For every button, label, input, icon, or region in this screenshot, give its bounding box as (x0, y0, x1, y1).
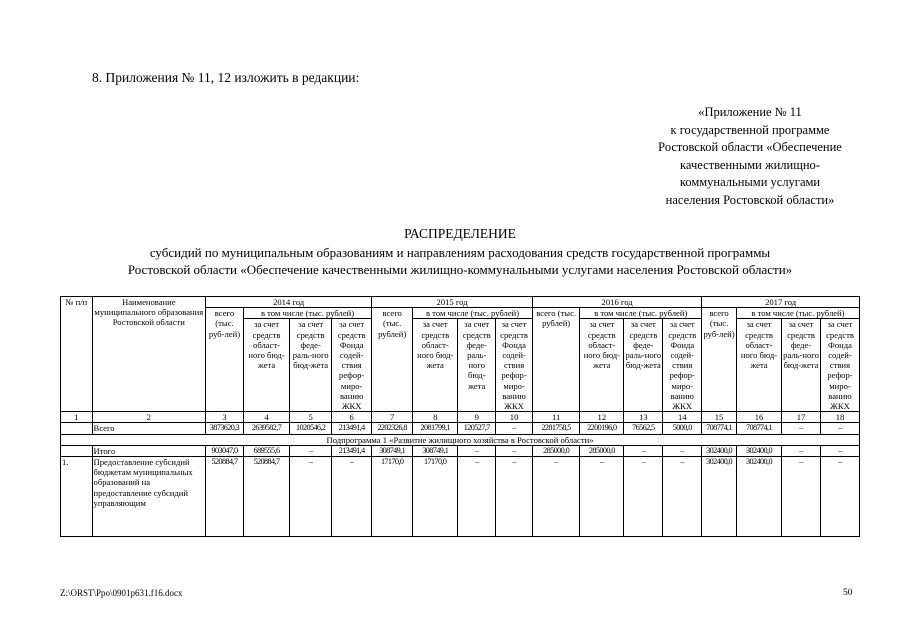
value-cell: 285000,0 (580, 445, 624, 456)
item-row (61, 457, 860, 537)
regional-budget-header: за счет средств област-ного бюд-жета (580, 319, 624, 412)
value-cell: – (624, 445, 663, 456)
column-number: 5 (290, 412, 332, 423)
value-cell: – (782, 423, 821, 434)
value-cell: – (290, 445, 332, 456)
header-row-years (61, 297, 860, 308)
column-number: 4 (243, 412, 289, 423)
column-number: 2 (92, 412, 206, 423)
column-number: 1 (61, 412, 93, 423)
value-cell: 213491,4 (332, 445, 372, 456)
page-number: 50 (843, 588, 853, 598)
value-cell: 520884,7 (206, 457, 244, 537)
total-row (61, 423, 860, 434)
col-no-header: № п/п (61, 297, 93, 412)
fund-header: за счет средств Фонда содей-ствия рефор-миро-ванию ЖКХ (332, 319, 372, 412)
value-cell: 520884,7 (243, 457, 289, 537)
column-number: 13 (624, 412, 663, 423)
value-cell: 302400,0 (736, 457, 781, 537)
column-number: 15 (702, 412, 737, 423)
fund-header: за счет средств Фонда содей-ствия рефор-миро-ванию ЖКХ (820, 319, 859, 412)
value-cell: 2281758,5 (532, 423, 579, 434)
column-number: 6 (332, 412, 372, 423)
value-cell: 213491,4 (332, 423, 372, 434)
intro-text: 8. Приложения № 11, 12 изложить в редакции: (92, 70, 360, 85)
column-numbers-row (61, 412, 860, 423)
value-cell: 903047,0 (206, 445, 244, 456)
fund-header: за счет средств Фонда содей-ствия рефор-миро-ванию ЖКХ (496, 319, 533, 412)
row-number: 1. (61, 457, 93, 537)
appendix-line: «Приложение № 11 (698, 105, 802, 119)
regional-budget-header: за счет средств област-ного бюд-жета (736, 319, 781, 412)
value-cell: – (782, 445, 821, 456)
incl-header: в том числе (тыс. рублей) (580, 308, 702, 319)
row-label: Всего (92, 423, 206, 434)
value-cell: 120527,7 (458, 423, 496, 434)
value-cell: – (663, 457, 702, 537)
value-cell: 308749,1 (372, 445, 413, 456)
total-header: всего (тыс. руб-лей) (206, 308, 244, 412)
value-cell: 5000,0 (663, 423, 702, 434)
row-label: Предоставление субсидий бюджетам муниципальных образований на предоставление субсидий управляющим (92, 457, 206, 537)
value-cell: 708774,1 (702, 423, 737, 434)
document-subtitle: субсидий по муниципальным образованиям и направлениям расходования средств государственной программы (149, 245, 771, 260)
value-cell: 2200196,0 (580, 423, 624, 434)
subprogram-title: Подпрограмма 1 «Развитие жилищного хозяйства в Ростовской области» (61, 434, 860, 445)
row-number (61, 423, 93, 434)
row-number (61, 445, 93, 456)
value-cell: 2639582,7 (243, 423, 289, 434)
column-number: 3 (206, 412, 244, 423)
value-cell: – (458, 457, 496, 537)
year-header: 2016 год (532, 297, 701, 308)
value-cell: 302400,0 (736, 445, 781, 456)
subprogram-row (61, 434, 860, 445)
column-number: 11 (532, 412, 579, 423)
column-number: 9 (458, 412, 496, 423)
appendix-line: коммунальными услугами (679, 175, 821, 189)
total-header: всего (тыс. рублей) (532, 308, 579, 412)
federal-budget-header: за счет средств феде-раль-ного бюд-жета (290, 319, 332, 412)
appendix-line: к государственной программе (670, 122, 830, 137)
value-cell: 1020546,2 (290, 423, 332, 434)
incl-header: в том числе (тыс. рублей) (413, 308, 533, 319)
itogo-row (61, 445, 860, 456)
value-cell: 2202326,8 (372, 423, 413, 434)
federal-budget-header: за счет средств феде-раль-ного бюд-жета (458, 319, 496, 412)
distribution-table (60, 296, 860, 537)
value-cell: – (782, 457, 821, 537)
federal-budget-header: за счет средств феде-раль-ного бюд-жета (782, 319, 821, 412)
year-header: 2015 год (372, 297, 533, 308)
federal-budget-header: за счет средств феде-раль-ного бюд-жета (624, 319, 663, 412)
value-cell: 302400,0 (702, 457, 737, 537)
column-number: 10 (496, 412, 533, 423)
regional-budget-header: за счет средств област-ного бюд-жета (413, 319, 458, 412)
column-number: 18 (820, 412, 859, 423)
value-cell: – (496, 457, 533, 537)
appendix-note (600, 104, 900, 209)
year-header: 2017 год (702, 297, 860, 308)
document-subtitle-cont: Ростовской области «Обеспечение качественными жилищно-коммунальными услугами населения Ростовской области» (127, 262, 793, 277)
col-name-header: Наименование муниципального образования Ростовской области (92, 297, 206, 412)
value-cell: 285000,0 (532, 445, 579, 456)
column-number: 12 (580, 412, 624, 423)
value-cell: – (496, 445, 533, 456)
value-cell: 17170,0 (372, 457, 413, 537)
value-cell: – (820, 457, 859, 537)
value-cell: – (332, 457, 372, 537)
value-cell: 76562,5 (624, 423, 663, 434)
year-header: 2014 год (206, 297, 372, 308)
column-number: 16 (736, 412, 781, 423)
value-cell: 308749,1 (413, 445, 458, 456)
total-header: всего (тыс. рублей) (372, 308, 413, 412)
value-cell: 689555,6 (243, 445, 289, 456)
column-number: 14 (663, 412, 702, 423)
value-cell: – (820, 423, 859, 434)
fund-header: за счет средств Фонда содей-ствия рефор-миро-ванию ЖКХ (663, 319, 702, 412)
file-path: Z:\ORST\Ppo\0901p631.f16.docx (60, 588, 183, 598)
row-label: Итого (92, 445, 206, 456)
value-cell: 708774,1 (736, 423, 781, 434)
appendix-line: Ростовской области «Обеспечение (658, 140, 842, 154)
value-cell: 302400,0 (702, 445, 737, 456)
column-number: 17 (782, 412, 821, 423)
incl-header: в том числе (тыс. рублей) (243, 308, 371, 319)
value-cell: – (663, 445, 702, 456)
value-cell: – (580, 457, 624, 537)
value-cell: 2081799,1 (413, 423, 458, 434)
document-title: РАСПРЕДЕЛЕНИЕ (404, 226, 516, 241)
value-cell: – (820, 445, 859, 456)
column-number: 7 (372, 412, 413, 423)
value-cell: – (532, 457, 579, 537)
value-cell: – (290, 457, 332, 537)
column-number: 8 (413, 412, 458, 423)
appendix-line: населения Ростовской области» (665, 192, 835, 207)
regional-budget-header: за счет средств област-ного бюд-жета (243, 319, 289, 412)
appendix-line: качественными жилищно- (680, 157, 820, 172)
value-cell: 3873620,3 (206, 423, 244, 434)
value-cell: – (458, 445, 496, 456)
value-cell: 17170,0 (413, 457, 458, 537)
incl-header: в том числе (тыс. рублей) (736, 308, 859, 319)
value-cell: – (624, 457, 663, 537)
value-cell: – (496, 423, 533, 434)
total-header: всего (тыс. руб-лей) (702, 308, 737, 412)
